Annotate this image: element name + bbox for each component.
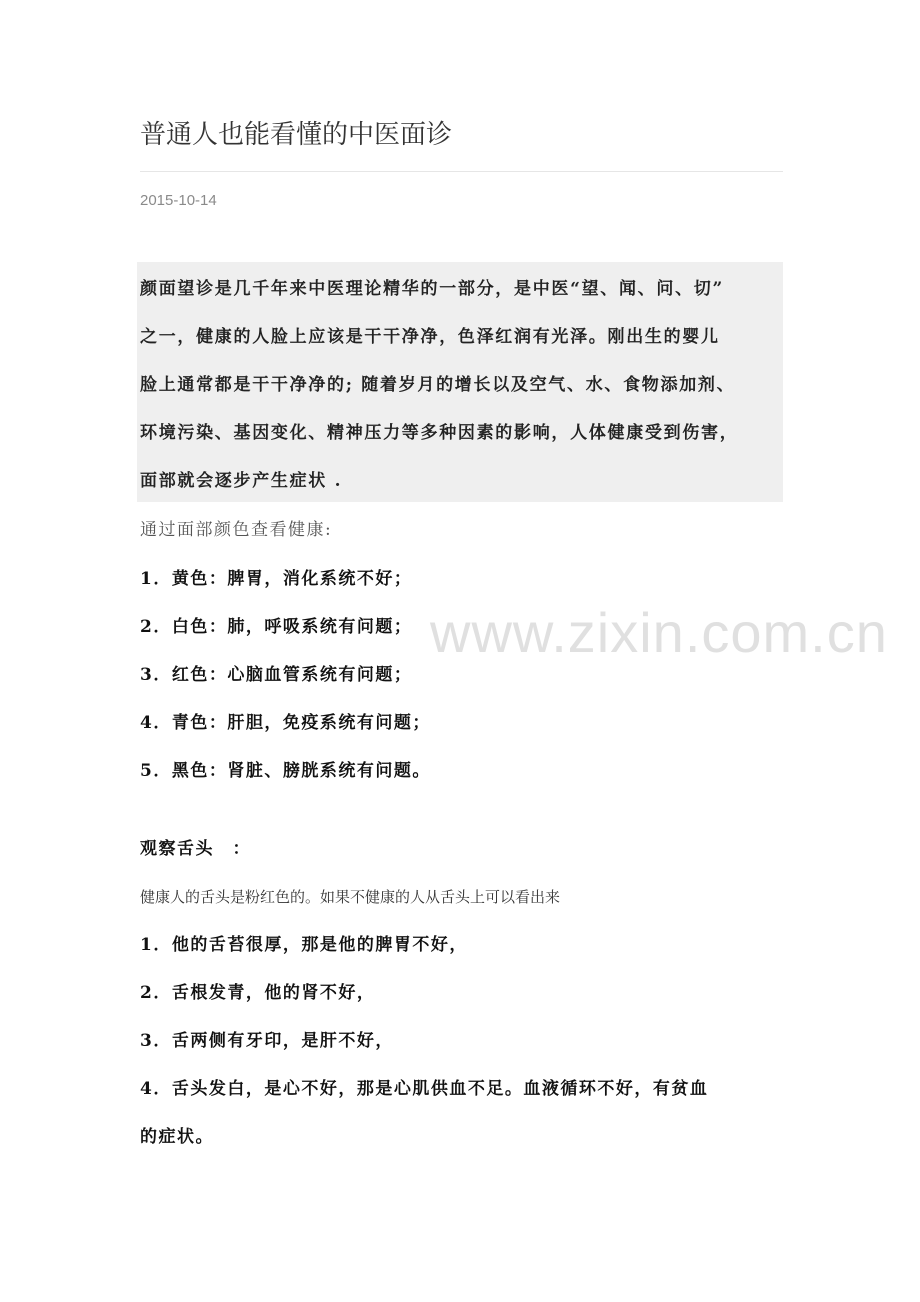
tongue-item: 1．他的舌苔很厚，那是他的脾胃不好，	[140, 935, 468, 955]
face-color-item: 5．黑色：肾脏、膀胱系统有问题。	[140, 761, 431, 781]
intro-line: 颜面望诊是几千年来中医理论精华的一部分，是中医“望、闻、问、切”	[140, 279, 724, 299]
face-color-item: 3．红色：心脑血管系统有问题；	[140, 665, 413, 685]
intro-line: 脸上通常都是干干净净的; 随着岁月的增长以及空气、水、食物添加剂、	[140, 375, 736, 395]
publish-date: 2015-10-14	[140, 192, 217, 209]
watermark: www.zixin.com.cn	[430, 601, 888, 664]
tongue-item: 4．舌头发白，是心不好，那是心肌供血不足。血液循环不好，有贫血	[140, 1079, 709, 1099]
intro-line: 面部就会逐步产生症状 .	[140, 471, 343, 491]
face-color-item: 1．黄色：脾胃，消化系统不好；	[140, 569, 413, 589]
face-color-item: 2．白色：肺，呼吸系统有问题；	[140, 617, 413, 637]
article-title: 普通人也能看懂的中医面诊	[140, 120, 453, 150]
intro-line: 环境污染、基因变化、精神压力等多种因素的影响，人体健康受到伤害，	[140, 423, 739, 443]
tongue-item: 3．舌两侧有牙印，是肝不好，	[140, 1031, 394, 1051]
title-divider	[140, 171, 783, 172]
intro-highlight-block	[137, 262, 783, 502]
tongue-item: 2．舌根发青，他的肾不好，	[140, 983, 376, 1003]
tongue-item: 的症状。	[140, 1127, 214, 1147]
tongue-note: 健康人的舌头是粉红色的。如果不健康的人从舌头上可以看出来	[140, 888, 561, 906]
tongue-heading: 观察舌头 ：	[140, 839, 251, 859]
intro-line: 之一，健康的人脸上应该是干干净净，色泽红润有光泽。刚出生的婴儿	[140, 327, 720, 347]
face-color-item: 4．青色：肝胆，免疫系统有问题；	[140, 713, 431, 733]
face-color-heading: 通过面部颜色查看健康:	[140, 520, 333, 540]
